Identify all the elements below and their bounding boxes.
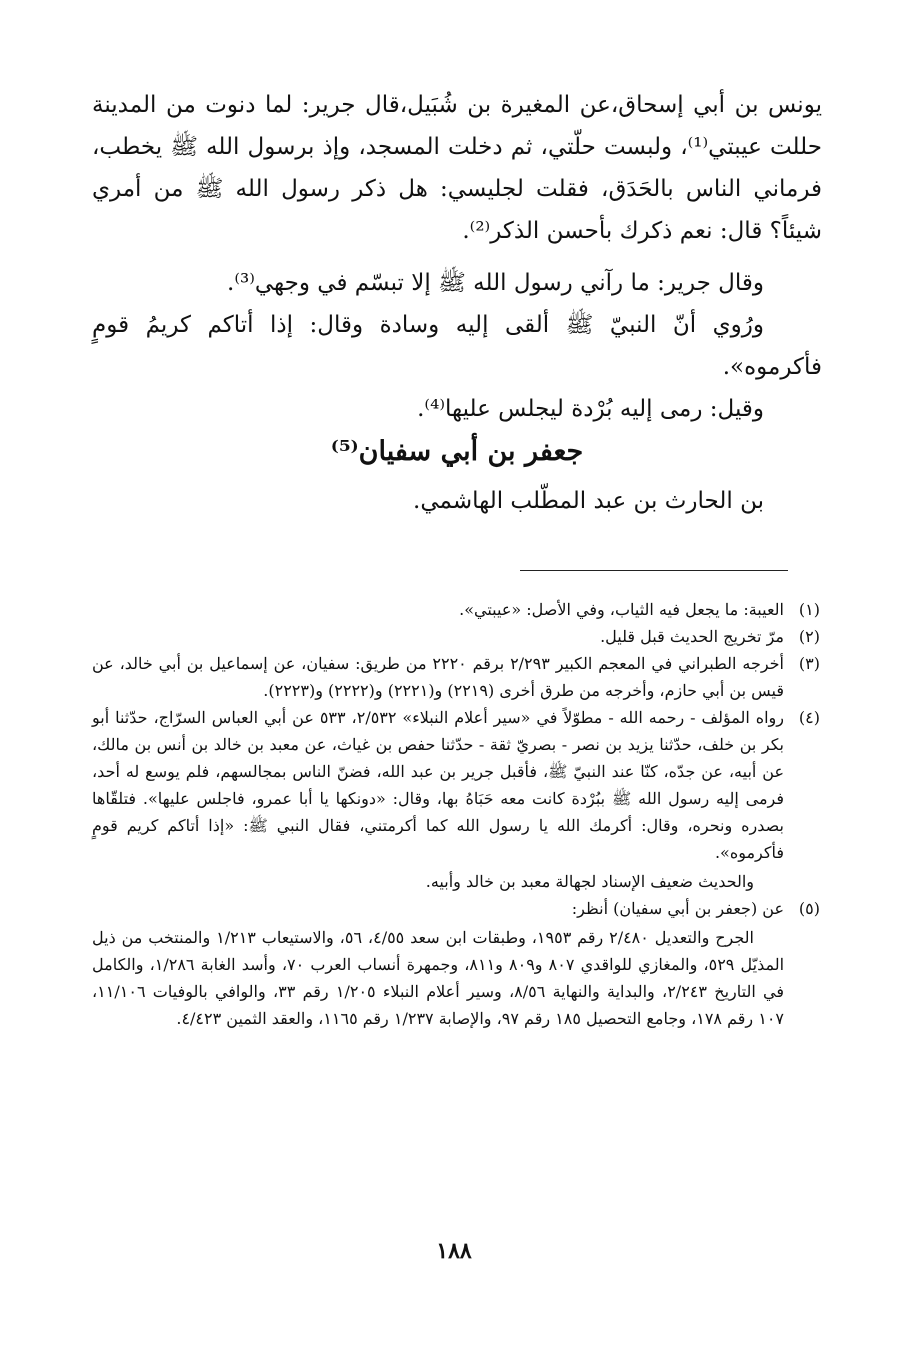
footnote-text: العيبة: ما يجعل فيه الثياب، وفي الأصل: «عيبتي». — [459, 600, 784, 619]
footnote-text: مرّ تخريج الحديث قبل قليل. — [600, 627, 784, 646]
paragraph-2: وقال جرير: ما رآني رسول الله ﷺ إلا تبسّم في وجهي⁽³⁾. — [227, 270, 764, 296]
footnote-3 — [92, 650, 820, 704]
footnotes — [92, 596, 820, 1032]
section-subheading: بن الحارث بن عبد المطّلب الهاشمي. — [413, 488, 764, 514]
section-heading: جعفر بن أبي سفيان⁽⁵⁾ — [330, 436, 584, 467]
footnote-text: أخرجه الطبراني في المعجم الكبير ٢/٢٩٣ برقم ٢٢٢٠ من طريق: سفيان، عن إسماعيل بن أبي خالد، عن قيس بن أبي حازم، وأخرجه من طرق أخرى (٢٢١٩) و(٢٢٢١) و(٢٢٢٢) و(٢٢٢٣). — [92, 654, 784, 700]
footnote-divider — [520, 570, 788, 571]
paragraph-1: يونس بن أبي إسحاق،عن المغيرة بن شُبَيل،قال جرير: لما دنوت من المدينة حللت عيبتي⁽¹⁾، ولبست حلّتي، ثم دخلت المسجد، وإذ برسول الله ﷺ يخطب، فرماني الناس بالحَدَق، فقلت لجليسي: هل ذكر رسول الله ﷺ من أمري شيئاً؟ قال: نعم ذكرك بأحسن الذكر⁽²⁾. — [92, 92, 822, 244]
footnote-5 — [92, 895, 820, 1032]
footnote-number: (٣) — [798, 654, 820, 673]
footnote-text: عن (جعفر بن أبي سفيان) أنظر: — [571, 899, 784, 918]
footnote-4 — [92, 704, 820, 895]
footnote-2 — [92, 623, 820, 650]
footnote-text: رواه المؤلف - رحمه الله - مطوّلاً في «سير أعلام النبلاء» ٢/٥٣٢، ٥٣٣ عن أبي العباس السرّاج، حدّثنا أبو بكر بن خلف، حدّثنا يزيد بن نصر - بصريّ ثقة - حدّثنا حفص بن غياث، عن معبد بن خالد بن أنس بن مالك، عن أبيه، عن جدّه، كنّا عند النبيّ ﷺ، فأقبل جرير بن عبد الله، فضنّ الناس بمجالسهم، فلم يوسع له أحد، فرمى إليه رسول الله ﷺ ببُرْدة كانت معه حَبَاهُ بها، وقال: «دونكها يا أبا عمرو، فاجلس عليها». فتلقّاها بصدره ونحره، وقال: أكرمك الله يا رسول الله كما أكرمتني، فقال النبي ﷺ: «إذا أتاكم كريم قومٍ فأكرموه». — [92, 708, 785, 862]
paragraph-4: وقيل: رمى إليه بُرْدة ليجلس عليها⁽⁴⁾. — [417, 396, 764, 422]
footnote-number: (٥) — [798, 899, 820, 918]
main-text — [92, 84, 822, 522]
footnote-number: (٢) — [798, 627, 820, 646]
footnote-comment: والحديث ضعيف الإسناد لجهالة معبد بن خالد وأبيه. — [425, 872, 754, 891]
footnote-number: (٤) — [798, 708, 820, 727]
page-number: ١٨٨ — [436, 1238, 472, 1264]
paragraph-3: ورُوي أنّ النبيّ ﷺ ألقى إليه وسادة وقال: إذا أتاكم كريمُ قومٍ فأكرموه». — [92, 312, 822, 380]
footnote-number: (١) — [798, 600, 820, 619]
footnote-references: الجرح والتعديل ٢/٤٨٠ رقم ١٩٥٣، وطبقات ابن سعد ٤/٥٥، ٥٦، والاستيعاب ١/٢١٣ والمنتخب من ذيل المذيّل ٥٢٩، والمغازي للواقدي ٨٠٧ و٨٠٩ و٨١١، وجمهرة أنساب العرب ٧٠، وأسد الغابة ١/٢٨٦، والكامل في التاريخ ٢/٢٤٣، والبداية والنهاية ٨/٥٦، وسير أعلام النبلاء ١/٢٠٥ رقم ٣٣، والوافي بالوفيات ١١/١٠٦، ١٠٧ رقم ١٧٨، وجامع التحصيل ١٨٥ رقم ٩٧، والإصابة ١/٢٣٧ رقم ١١٦٥، والعقد الثمين ٤/٤٢٣. — [92, 928, 785, 1028]
footnote-1 — [92, 596, 820, 623]
